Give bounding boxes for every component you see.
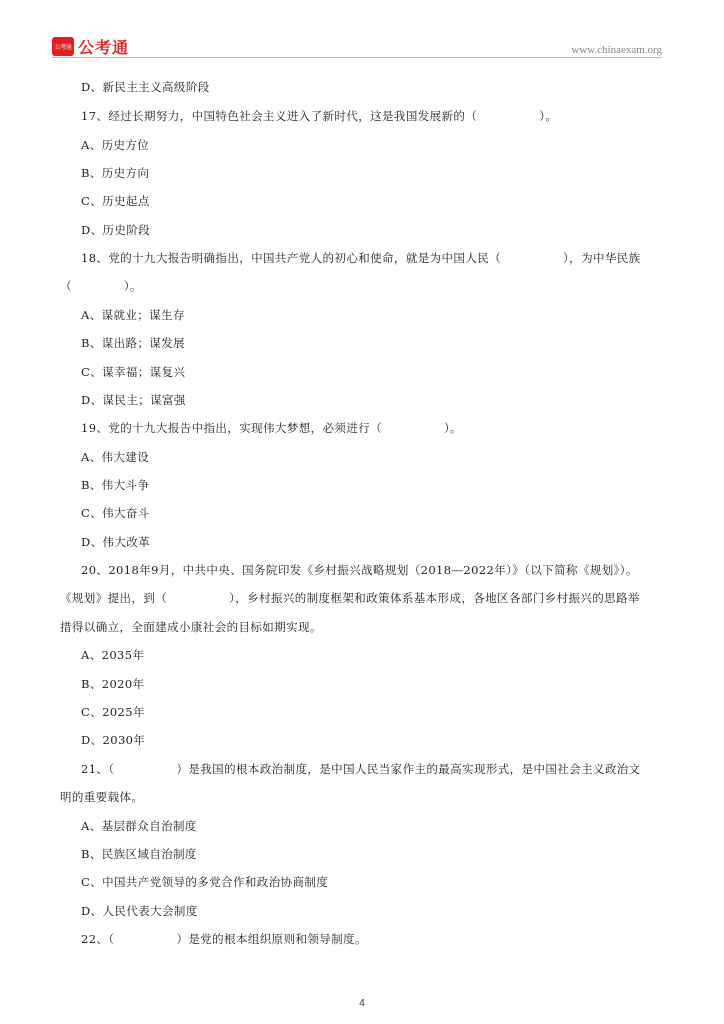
q17-stem-before: 17、经过长期努力，中国特色社会主义进入了新时代，这是我国发展新的（ bbox=[81, 109, 478, 123]
q20-option-d: D、2030年 bbox=[81, 733, 146, 747]
q21-stem-line1-before: 21、（ bbox=[81, 762, 115, 776]
q17-option-b: B、历史方向 bbox=[81, 166, 150, 180]
q20-option-a: A、2035年 bbox=[81, 648, 145, 662]
q19-stem bbox=[81, 420, 462, 436]
q18-stem-line1 bbox=[81, 250, 641, 266]
q20-stem-line3: 措得以确立，全面建成小康社会的目标如期实现。 bbox=[60, 620, 322, 634]
q18-stem-line2-before: （ bbox=[60, 279, 72, 293]
q20-option-c: C、2025年 bbox=[81, 705, 145, 719]
q21-stem-line2: 明的重要载体。 bbox=[60, 790, 144, 804]
q18-option-a: A、谋就业；谋生存 bbox=[81, 308, 185, 322]
q19-option-b: B、伟大斗争 bbox=[81, 478, 150, 492]
q21-option-a: A、基层群众自治制度 bbox=[81, 819, 197, 833]
q17-stem bbox=[81, 108, 557, 124]
q21-option-b: B、民族区域自治制度 bbox=[81, 847, 197, 861]
q19-stem-before: 19、党的十九大报告中指出，实现伟大梦想，必须进行（ bbox=[81, 421, 383, 435]
q17-option-a: A、历史方位 bbox=[81, 138, 150, 152]
logo-badge: 公考通 bbox=[52, 37, 74, 56]
q21-stem-line1-after: ）是我国的根本政治制度，是中国人民当家作主的最高实现形式，是中国社会主义政治文 bbox=[176, 762, 641, 776]
page-header bbox=[52, 36, 662, 60]
q21-stem-line1 bbox=[81, 761, 641, 777]
q16-option-d: D、新民主主义高级阶段 bbox=[81, 80, 210, 94]
q17-stem-after: ）。 bbox=[539, 109, 558, 123]
site-url[interactable]: www.chinaexam.org bbox=[571, 44, 662, 56]
header-divider bbox=[52, 57, 662, 58]
q22-stem-after: ）是党的根本组织原则和领导制度。 bbox=[176, 932, 367, 946]
q19-option-d: D、伟大改革 bbox=[81, 535, 151, 549]
q18-option-d: D、谋民主；谋富强 bbox=[81, 393, 186, 407]
q18-option-c: C、谋幸福；谋复兴 bbox=[81, 365, 186, 379]
q17-option-c: C、历史起点 bbox=[81, 194, 150, 208]
q20-stem-line2-before: 《规划》提出，到（ bbox=[60, 591, 168, 605]
q18-stem-line1-after: ），为中华民族 bbox=[563, 251, 641, 265]
q20-stem-line1: 20、2018年9月，中共中央、国务院印发《乡村振兴战略规划（2018—2022年）》（以下简称《规划》）。 bbox=[81, 563, 638, 577]
q18-stem-line2 bbox=[60, 278, 142, 294]
q19-option-a: A、伟大建设 bbox=[81, 450, 150, 464]
q18-stem-line2-after: ）。 bbox=[123, 279, 142, 293]
q21-option-c: C、中国共产党领导的多党合作和政治协商制度 bbox=[81, 875, 329, 889]
q19-stem-after: ）。 bbox=[444, 421, 463, 435]
q17-option-d: D、历史阶段 bbox=[81, 223, 151, 237]
q22-stem bbox=[81, 931, 367, 947]
page-number: 4 bbox=[359, 998, 365, 1009]
brand-logo[interactable] bbox=[52, 36, 129, 56]
logo-text: 公考通 bbox=[78, 37, 130, 57]
q18-stem-line1-before: 18、党的十九大报告明确指出，中国共产党人的初心和使命，就是为中国人民（ bbox=[81, 251, 502, 265]
q20-option-b: B、2020年 bbox=[81, 677, 145, 691]
q18-option-b: B、谋出路；谋发展 bbox=[81, 336, 186, 350]
q19-option-c: C、伟大奋斗 bbox=[81, 506, 150, 520]
q20-stem-line2 bbox=[60, 590, 640, 606]
q21-option-d: D、人民代表大会制度 bbox=[81, 904, 198, 918]
q22-stem-before: 22、（ bbox=[81, 932, 115, 946]
q20-stem-line2-after: ），乡村振兴的制度框架和政策体系基本形成，各地区各部门乡村振兴的思路举 bbox=[229, 591, 640, 605]
